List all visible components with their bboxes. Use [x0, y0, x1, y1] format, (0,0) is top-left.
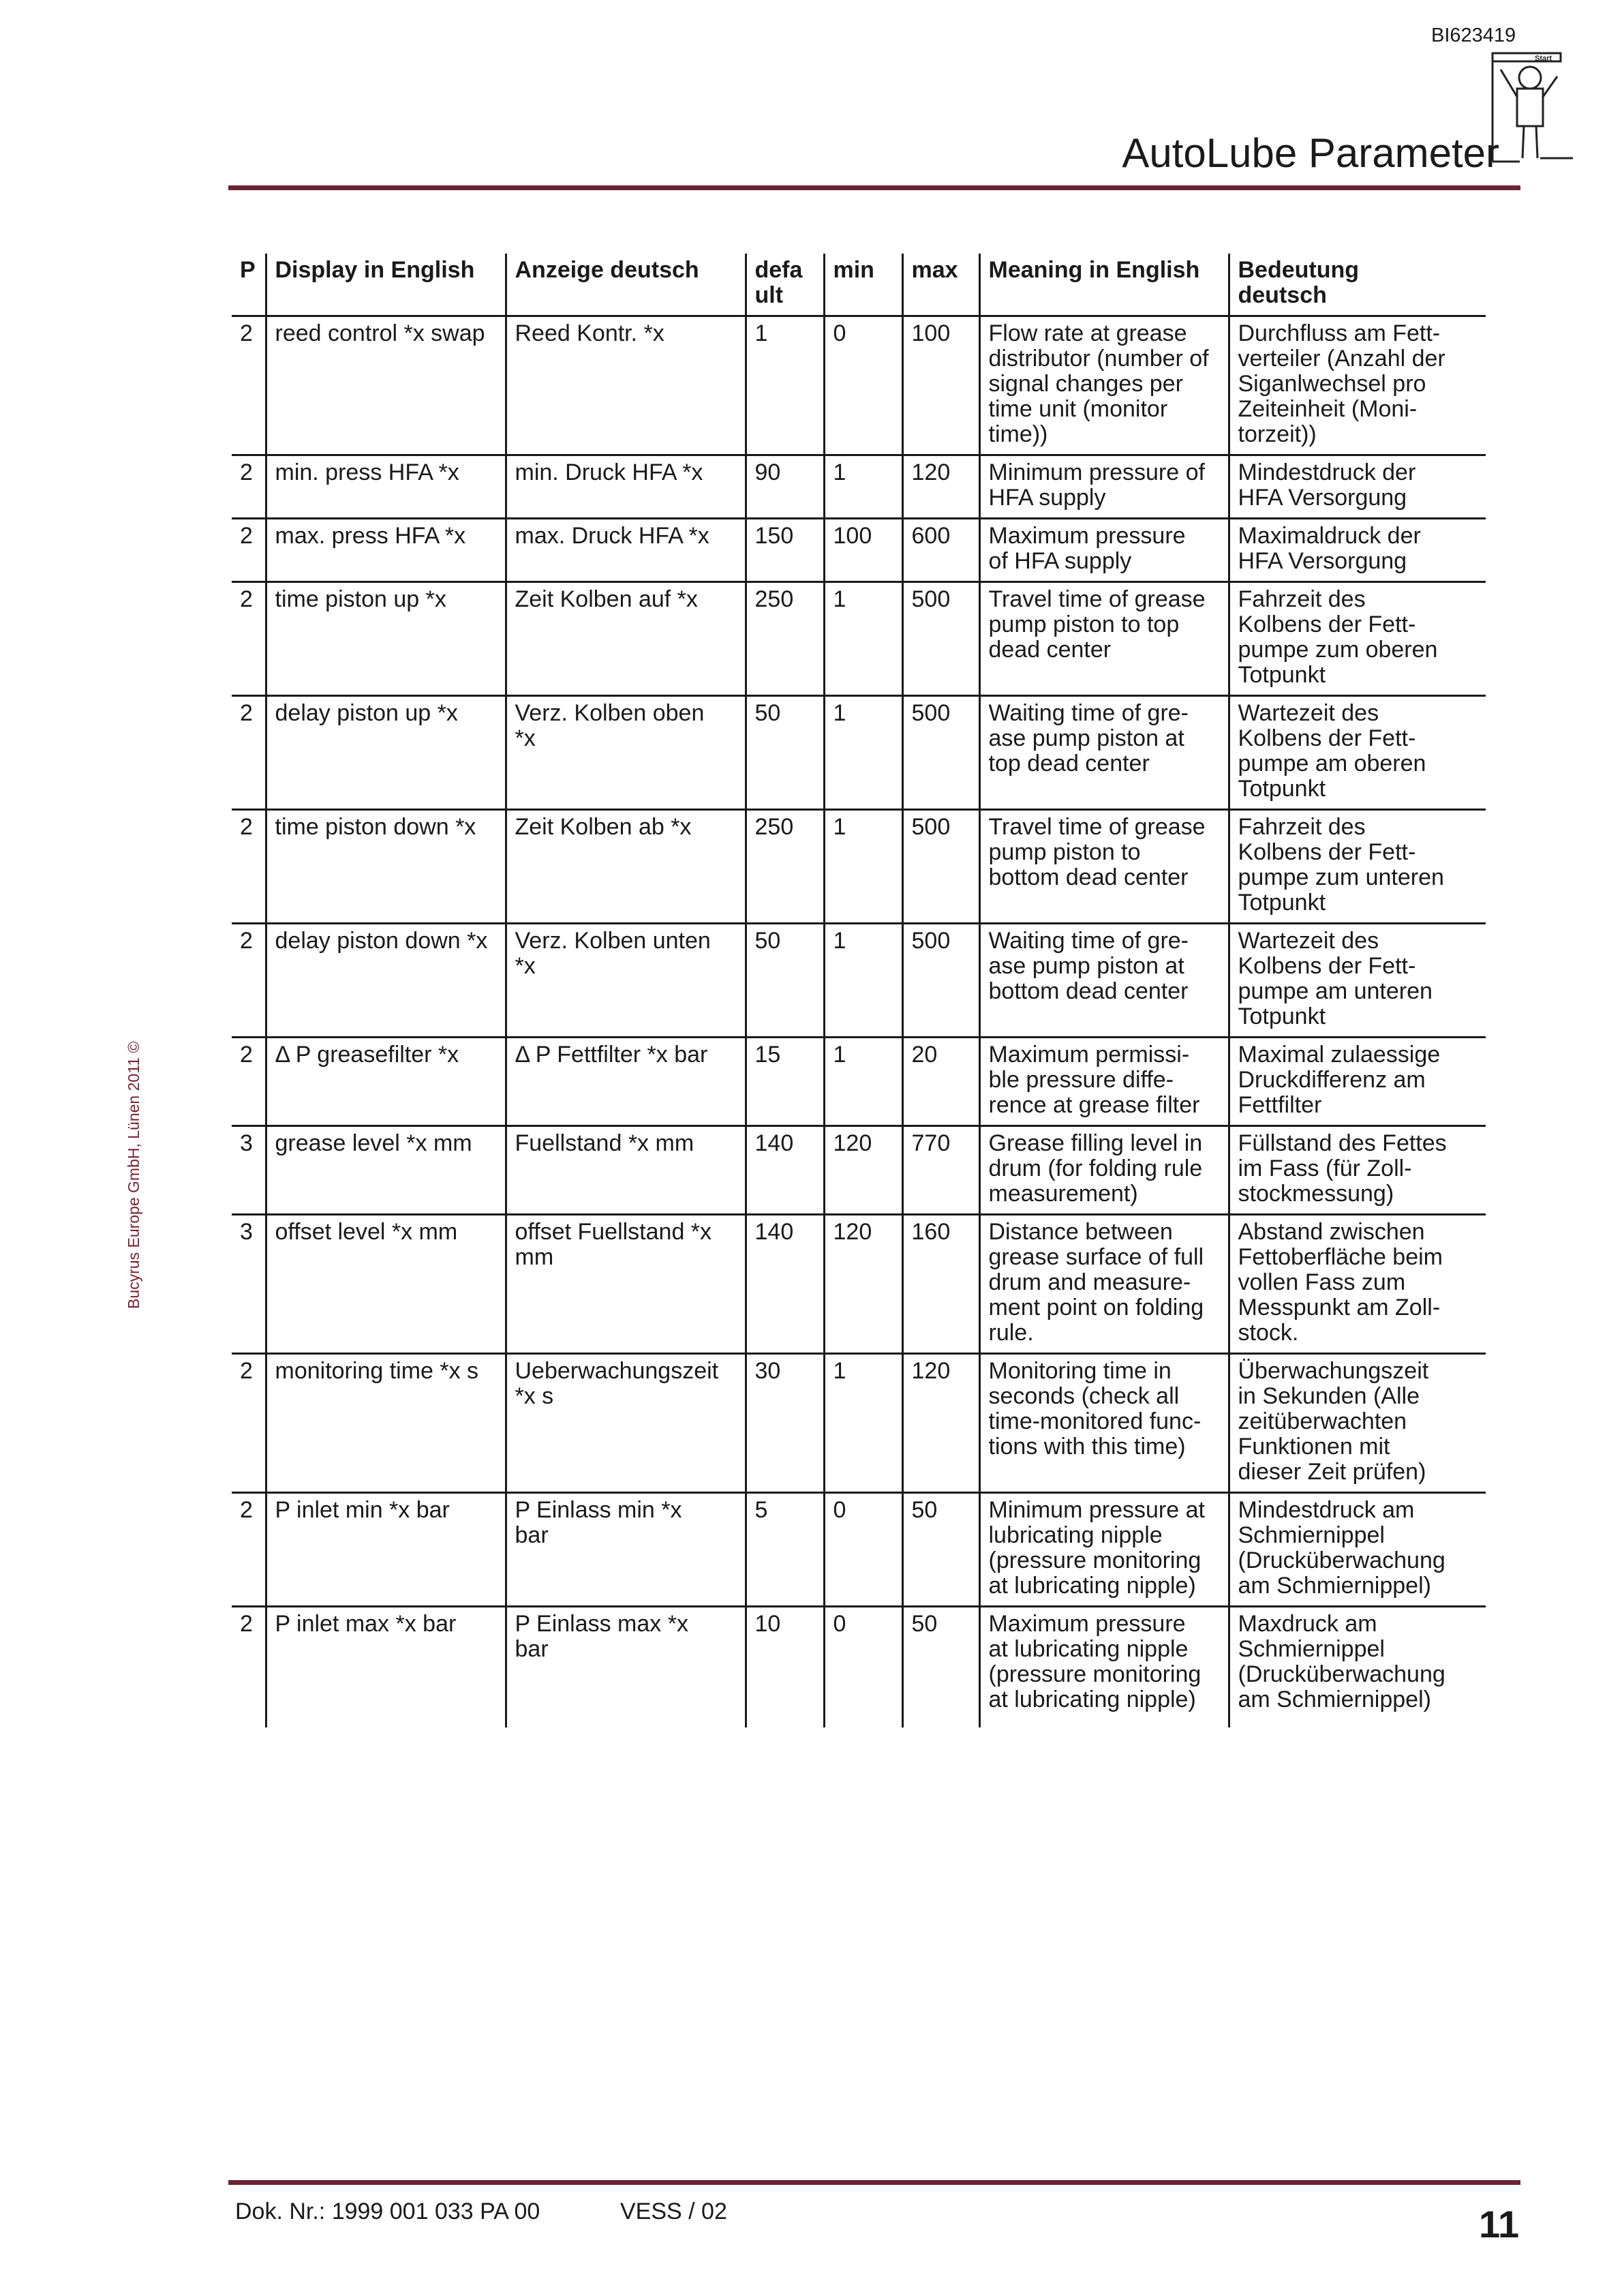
cell-anzeige-deutsch: Reed Kontr. *x: [506, 316, 746, 455]
cell-max: 500: [902, 696, 979, 810]
cell-p: 2: [232, 924, 266, 1038]
cell-default: 10: [746, 1607, 824, 1728]
cell-display-english: Δ P greasefilter *x: [266, 1038, 506, 1126]
cell-anzeige-deutsch: max. Druck HFA *x: [506, 519, 746, 582]
cell-max: 120: [902, 1354, 979, 1493]
cell-max: 770: [902, 1126, 979, 1215]
cell-p: 2: [240, 1611, 253, 1637]
cell-meaning-english: Flow rate at grease distributor (number of signal changes per time unit (monitor time)): [979, 316, 1229, 455]
cell-min: 0: [824, 1493, 902, 1607]
cell-min: 1: [824, 455, 902, 519]
cell-display-english: delay piston down *x: [266, 924, 506, 1038]
cell-bedeutung-deutsch: Fahrzeit des Kolbens der Fett- pumpe zum oberen Totpunkt: [1229, 582, 1486, 696]
copyright-side-text: Bucyrus Europe GmbH, Lünen 2011 ©: [125, 1041, 142, 1309]
cell-max: 50: [902, 1607, 979, 1728]
table-row: [232, 1038, 1486, 1126]
header-max: max: [902, 254, 979, 316]
cell-p: 3: [232, 1215, 266, 1354]
cell-anzeige-deutsch: Zeit Kolben ab *x: [506, 810, 746, 924]
cell-meaning-english: Waiting time of gre- ase pump piston at bottom dead center: [979, 924, 1229, 1038]
table-row: [232, 1354, 1486, 1493]
cell-default: 150: [746, 519, 824, 582]
cell-display-english: monitoring time *x s: [266, 1354, 506, 1493]
cell-default: 50: [746, 924, 824, 1038]
page-title: AutoLube Parameter: [1122, 130, 1499, 176]
header-display-english: Display in English: [266, 254, 506, 316]
parameter-table: [232, 254, 1486, 1727]
cell-min: 0: [824, 316, 902, 455]
cell-min: 1: [824, 696, 902, 810]
cell-anzeige-deutsch: P Einlass min *x bar: [506, 1493, 746, 1607]
cell-display-english: time piston down *x: [266, 810, 506, 924]
cell-meaning-english: Travel time of grease pump piston to bottom dead center: [979, 810, 1229, 924]
cell-bedeutung-deutsch: Maximal zulaessige Druckdifferenz am Fettfilter: [1229, 1038, 1486, 1126]
cell-max: 20: [902, 1038, 979, 1126]
cell-default: 140: [746, 1215, 824, 1354]
header-rule: [228, 185, 1520, 190]
cell-meaning-english: Monitoring time in seconds (check all time-monitored func- tions with this time): [979, 1354, 1229, 1493]
cell-min: 120: [824, 1215, 902, 1354]
cell-bedeutung-deutsch: Fahrzeit des Kolbens der Fett- pumpe zum unteren Totpunkt: [1229, 810, 1486, 924]
cell-default: 1: [746, 316, 824, 455]
cell-bedeutung-deutsch: Überwachungszeit in Sekunden (Alle zeitüberwachten Funktionen mit dieser Zeit prüfen): [1229, 1354, 1486, 1493]
cell-max: 500: [902, 924, 979, 1038]
cell-p: 2: [232, 519, 266, 582]
cell-anzeige-deutsch: Fuellstand *x mm: [506, 1126, 746, 1215]
cell-anzeige-deutsch: offset Fuellstand *x mm: [506, 1215, 746, 1354]
cell-p: 2: [232, 1354, 266, 1493]
revision-label: VESS / 02: [620, 2199, 727, 2224]
table-row: [232, 1215, 1486, 1354]
cell-meaning-english: Grease filling level in drum (for folding rule measurement): [979, 1126, 1229, 1215]
cell-display-english: grease level *x mm: [266, 1126, 506, 1215]
table-row: [232, 924, 1486, 1038]
cell-display-english: offset level *x mm: [266, 1215, 506, 1354]
cell-meaning-english: Maximum permissi- ble pressure diffe- rence at grease filter: [979, 1038, 1229, 1126]
cell-max: 500: [902, 582, 979, 696]
cell-min: 1: [824, 924, 902, 1038]
cell-min: 1: [824, 810, 902, 924]
cell-default: 50: [746, 696, 824, 810]
cell-max: 500: [902, 810, 979, 924]
cell-display-english: time piston up *x: [266, 582, 506, 696]
cell-default: 250: [746, 582, 824, 696]
cell-min: 120: [824, 1126, 902, 1215]
cell-default: 90: [746, 455, 824, 519]
cell-max: 50: [902, 1493, 979, 1607]
cell-bedeutung-deutsch: Maxdruck am Schmiernippel (Drucküberwachung am Schmiernippel): [1229, 1607, 1486, 1728]
cell-meaning-english: Minimum pressure of HFA supply: [979, 455, 1229, 519]
cell-p: 2: [232, 810, 266, 924]
table-header-row: [232, 254, 1486, 316]
cell-display-english: delay piston up *x: [266, 696, 506, 810]
page-number: 11: [1479, 2203, 1520, 2246]
cell-meaning-english: Maximum pressure at lubricating nipple (pressure monitoring at lubricating nipple): [979, 1607, 1229, 1728]
cell-min: 1: [824, 582, 902, 696]
cell-anzeige-deutsch: Zeit Kolben auf *x: [506, 582, 746, 696]
cell-p: 2: [232, 455, 266, 519]
cell-meaning-english: Maximum pressure of HFA supply: [979, 519, 1229, 582]
cell-anzeige-deutsch: Verz. Kolben unten *x: [506, 924, 746, 1038]
cell-anzeige-deutsch: Verz. Kolben oben *x: [506, 696, 746, 810]
table-row: [232, 455, 1486, 519]
cell-bedeutung-deutsch: Abstand zwischen Fettoberfläche beim vollen Fass zum Messpunkt am Zoll- stock.: [1229, 1215, 1486, 1354]
cell-bedeutung-deutsch: Mindestdruck der HFA Versorgung: [1229, 455, 1486, 519]
table-row: [232, 1607, 1486, 1728]
cell-bedeutung-deutsch: Wartezeit des Kolbens der Fett- pumpe am oberen Totpunkt: [1229, 696, 1486, 810]
cell-display-english: reed control *x swap: [266, 316, 506, 455]
cell-meaning-english: Minimum pressure at lubricating nipple (pressure monitoring at lubricating nipple): [979, 1493, 1229, 1607]
cell-max: 160: [902, 1215, 979, 1354]
cell-display-english: P inlet min *x bar: [266, 1493, 506, 1607]
cell-p: 2: [232, 316, 266, 455]
cell-default: 5: [746, 1493, 824, 1607]
cell-default: 15: [746, 1038, 824, 1126]
cell-min: 1: [824, 1354, 902, 1493]
table-row: [232, 519, 1486, 582]
cell-default: 250: [746, 810, 824, 924]
cell-p: 2: [232, 582, 266, 696]
cell-anzeige-deutsch: P Einlass max *x bar: [506, 1607, 746, 1728]
table-row: [232, 582, 1486, 696]
table-row: [232, 1126, 1486, 1215]
table-row: [232, 1493, 1486, 1607]
header-anzeige-deutsch: Anzeige deutsch: [506, 254, 746, 316]
cell-anzeige-deutsch: min. Druck HFA *x: [506, 455, 746, 519]
cell-bedeutung-deutsch: Maximaldruck der HFA Versorgung: [1229, 519, 1486, 582]
cell-max: 600: [902, 519, 979, 582]
header-min: min: [824, 254, 902, 316]
cell-anzeige-deutsch: Ueberwachungszeit *x s: [506, 1354, 746, 1493]
cell-min: 0: [824, 1607, 902, 1728]
cell-min: 100: [824, 519, 902, 582]
document-id: BI623419: [1431, 25, 1516, 46]
table-row: [232, 696, 1486, 810]
cell-meaning-english: Waiting time of gre- ase pump piston at top dead center: [979, 696, 1229, 810]
cell-bedeutung-deutsch: Mindestdruck am Schmiernippel (Drucküberwachung am Schmiernippel): [1229, 1493, 1486, 1607]
cell-bedeutung-deutsch: Durchfluss am Fett- verteiler (Anzahl der Siganlwechsel pro Zeiteinheit (Moni- torzeit)): [1229, 316, 1486, 455]
cell-p: 2: [232, 1038, 266, 1126]
cell-bedeutung-deutsch: Füllstand des Fettes im Fass (für Zoll- stockmessung): [1229, 1126, 1486, 1215]
header-p: P: [232, 254, 266, 316]
cell-meaning-english: Travel time of grease pump piston to top dead center: [979, 582, 1229, 696]
cell-meaning-english: Distance between grease surface of full drum and measure- ment point on folding rule.: [979, 1215, 1229, 1354]
cell-display-english: min. press HFA *x: [266, 455, 506, 519]
cell-default: 30: [746, 1354, 824, 1493]
table-row: [232, 316, 1486, 455]
header-meaning-english: Meaning in English: [979, 254, 1229, 316]
cell-p: 3: [232, 1126, 266, 1215]
cell-p: 2: [232, 696, 266, 810]
cell-default: 140: [746, 1126, 824, 1215]
cell-bedeutung-deutsch: Wartezeit des Kolbens der Fett- pumpe am unteren Totpunkt: [1229, 924, 1486, 1038]
cell-display-english: max. press HFA *x: [266, 519, 506, 582]
footer-rule: [228, 2180, 1520, 2185]
header-bedeutung-deutsch: Bedeutung deutsch: [1229, 254, 1486, 316]
table-row: [232, 810, 1486, 924]
cell-p: 2: [232, 1493, 266, 1607]
cell-min: 1: [824, 1038, 902, 1126]
cell-display-english: P inlet max *x bar: [266, 1607, 506, 1728]
cell-anzeige-deutsch: Δ P Fettfilter *x bar: [506, 1038, 746, 1126]
logo-start-text: Start: [1535, 55, 1552, 63]
document-number: Dok. Nr.: 1999 001 033 PA 00: [235, 2199, 540, 2224]
cell-max: 100: [902, 316, 979, 455]
cell-max: 120: [902, 455, 979, 519]
header-default: defa ult: [746, 254, 824, 316]
